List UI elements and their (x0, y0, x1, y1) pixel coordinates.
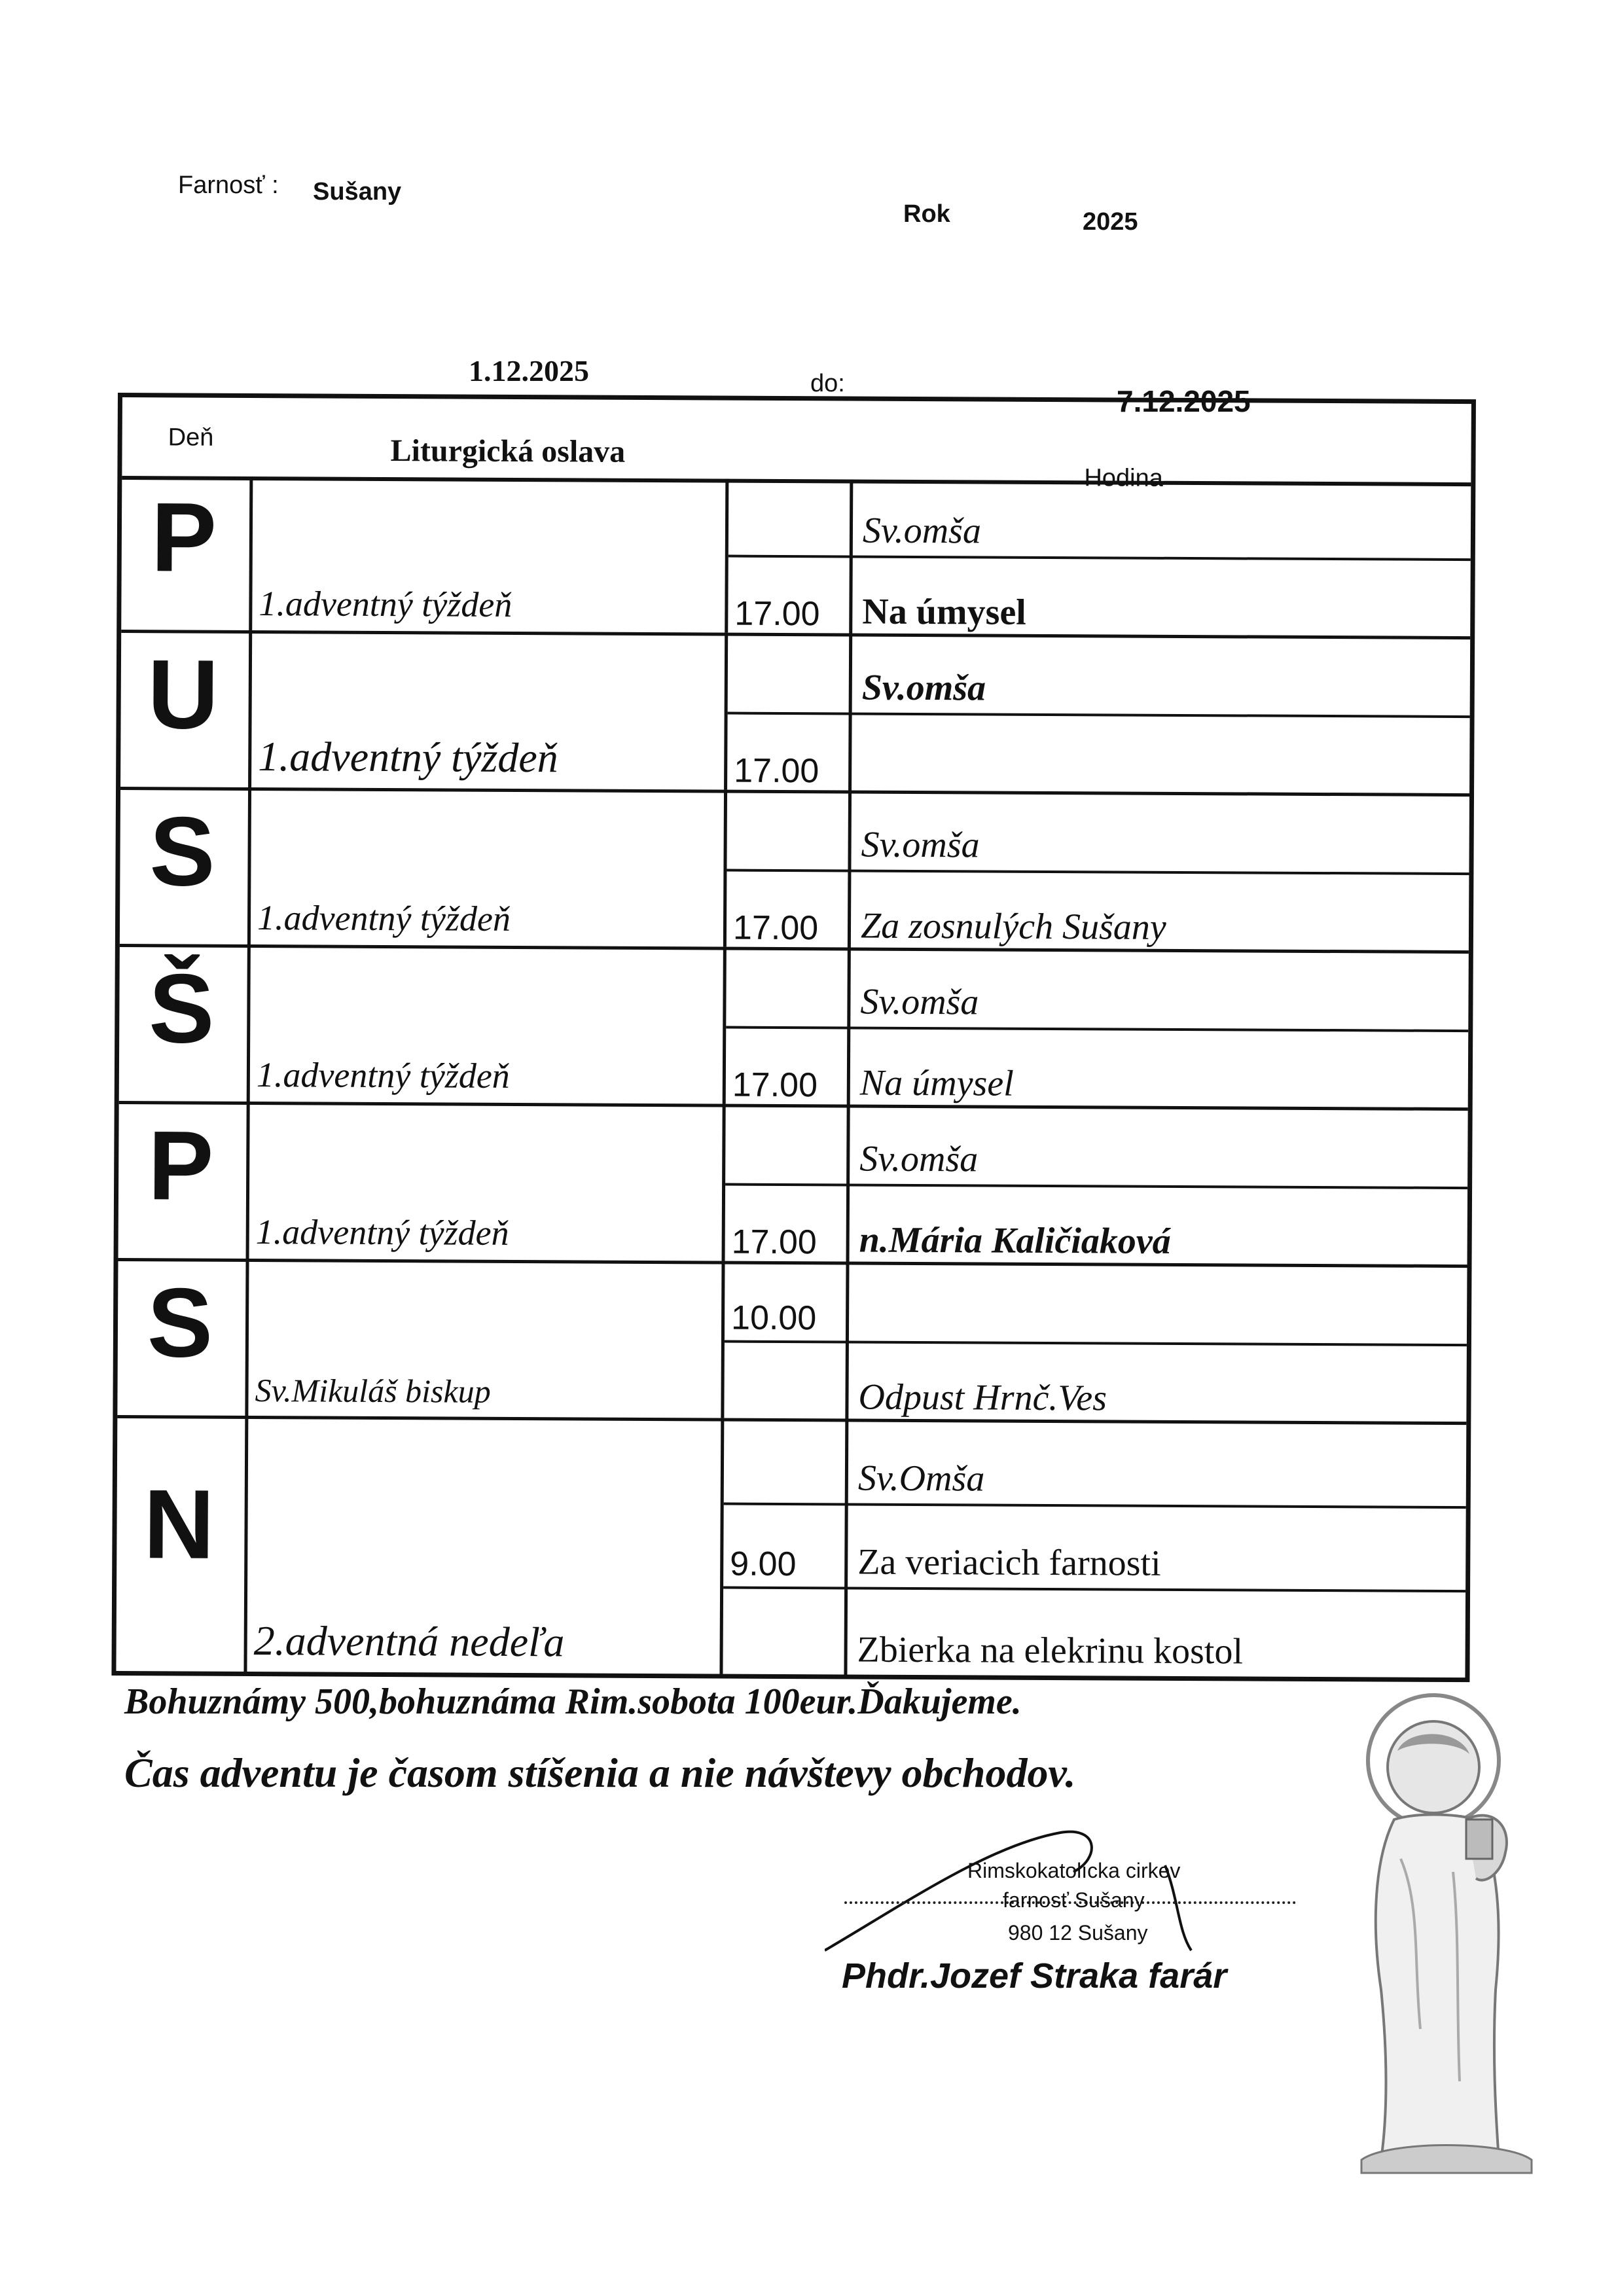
mass-note: Odpust Hrnč.Ves (858, 1376, 1107, 1419)
day-row-thursday (119, 947, 1469, 1111)
mass-row (728, 479, 1471, 562)
stamp-line-3: 980 12 Sušany (1008, 1921, 1148, 1945)
year-label: Rok (903, 200, 950, 228)
mass-note: Sv.omša (861, 824, 980, 866)
mass-time: 17.00 (732, 908, 819, 948)
table-header (122, 397, 1471, 492)
mass-time: 17.00 (731, 1223, 817, 1262)
mass-note: Sv.omša (859, 1138, 979, 1180)
column-hour-header: Hodina (1084, 464, 1163, 492)
mass-note: Na úmysel (859, 1062, 1014, 1104)
day-letter: P (147, 1110, 214, 1221)
mass-row (725, 1107, 1468, 1190)
date-from: 1.12.2025 (469, 354, 589, 387)
mass-row (727, 715, 1470, 797)
mass-note: n.Mária Kaličiaková (859, 1219, 1171, 1262)
day-letter: N (143, 1469, 215, 1579)
mass-note: Za zosnulých Sušany (860, 905, 1166, 948)
feast-name: 2.adventná nedeľa (253, 1617, 565, 1666)
day-row-wednesday (120, 790, 1469, 954)
day-letter: P (151, 482, 217, 592)
donation-note: Bohuznámy 500,bohuznáma Rim.sobota 100eur.Ďakujeme. (124, 1681, 1022, 1722)
advent-note: Čas adventu je časom stíšenia a nie návštevy obchodov. (124, 1749, 1076, 1796)
mass-row (725, 1265, 1467, 1347)
mass-time: 9.00 (730, 1545, 797, 1584)
day-letter: S (149, 796, 216, 906)
mass-row (728, 558, 1471, 640)
day-row-monday (121, 476, 1471, 639)
mass-note: Sv.omša (862, 510, 982, 552)
mass-row (723, 1589, 1465, 1678)
mass-note: Zbierka na elekrinu kostol (857, 1629, 1244, 1672)
date-to-label: do: (810, 370, 845, 397)
date-to: 7.12.2025 (1117, 384, 1251, 418)
mass-time: 17.00 (734, 751, 819, 791)
day-letter: Š (148, 953, 215, 1064)
mass-row (726, 1029, 1469, 1111)
mass-note: Za veriacich farnosti (857, 1541, 1161, 1584)
parish-label: Farnosť : (178, 171, 279, 199)
day-letter: U (147, 639, 219, 749)
day-row-tuesday (120, 633, 1470, 797)
mass-row (726, 950, 1469, 1033)
mass-time: 17.00 (734, 594, 820, 634)
mass-row (723, 1505, 1466, 1593)
mass-row (728, 636, 1471, 719)
day-row-friday (118, 1104, 1468, 1268)
mass-note: Sv.Omša (857, 1458, 985, 1499)
feast-name: 1.adventný týždeň (255, 1212, 509, 1253)
mass-time: 17.00 (732, 1066, 818, 1105)
day-letter: S (147, 1267, 213, 1378)
feast-name: 1.adventný týždeň (258, 733, 558, 781)
feast-name: 1.adventný týždeň (256, 1055, 510, 1096)
mass-row (725, 1186, 1468, 1268)
mass-note: Na úmysel (862, 591, 1026, 633)
schedule-table (111, 393, 1476, 1682)
mass-note: Sv.omša (861, 667, 986, 709)
feast-name: 1.adventný týždeň (259, 584, 512, 624)
feast-name: Sv.Mikuláš biskup (255, 1372, 491, 1410)
year-value: 2025 (1083, 208, 1138, 236)
column-liturgy-header: Liturgická oslava (390, 433, 626, 469)
mass-row (724, 1343, 1467, 1426)
column-day-header: Deň (168, 423, 214, 452)
signature-name: Phdr.Jozef Straka farár (842, 1956, 1227, 1996)
mass-row (727, 793, 1469, 876)
day-row-saturday (117, 1261, 1467, 1425)
mass-row (727, 872, 1469, 954)
day-row-sunday (116, 1418, 1466, 1677)
mass-time: 10.00 (730, 1299, 817, 1338)
mass-row (724, 1422, 1467, 1509)
stamp-line-1: Rimskokatolícka cirkev (967, 1859, 1181, 1882)
feast-name: 1.adventný týždeň (257, 898, 511, 939)
saint-figure-icon (1335, 1689, 1558, 2186)
parish-name: Sušany (313, 178, 402, 206)
mass-note: Sv.omša (860, 981, 979, 1023)
stamp-line-2: farnosť Sušany (1003, 1888, 1145, 1912)
